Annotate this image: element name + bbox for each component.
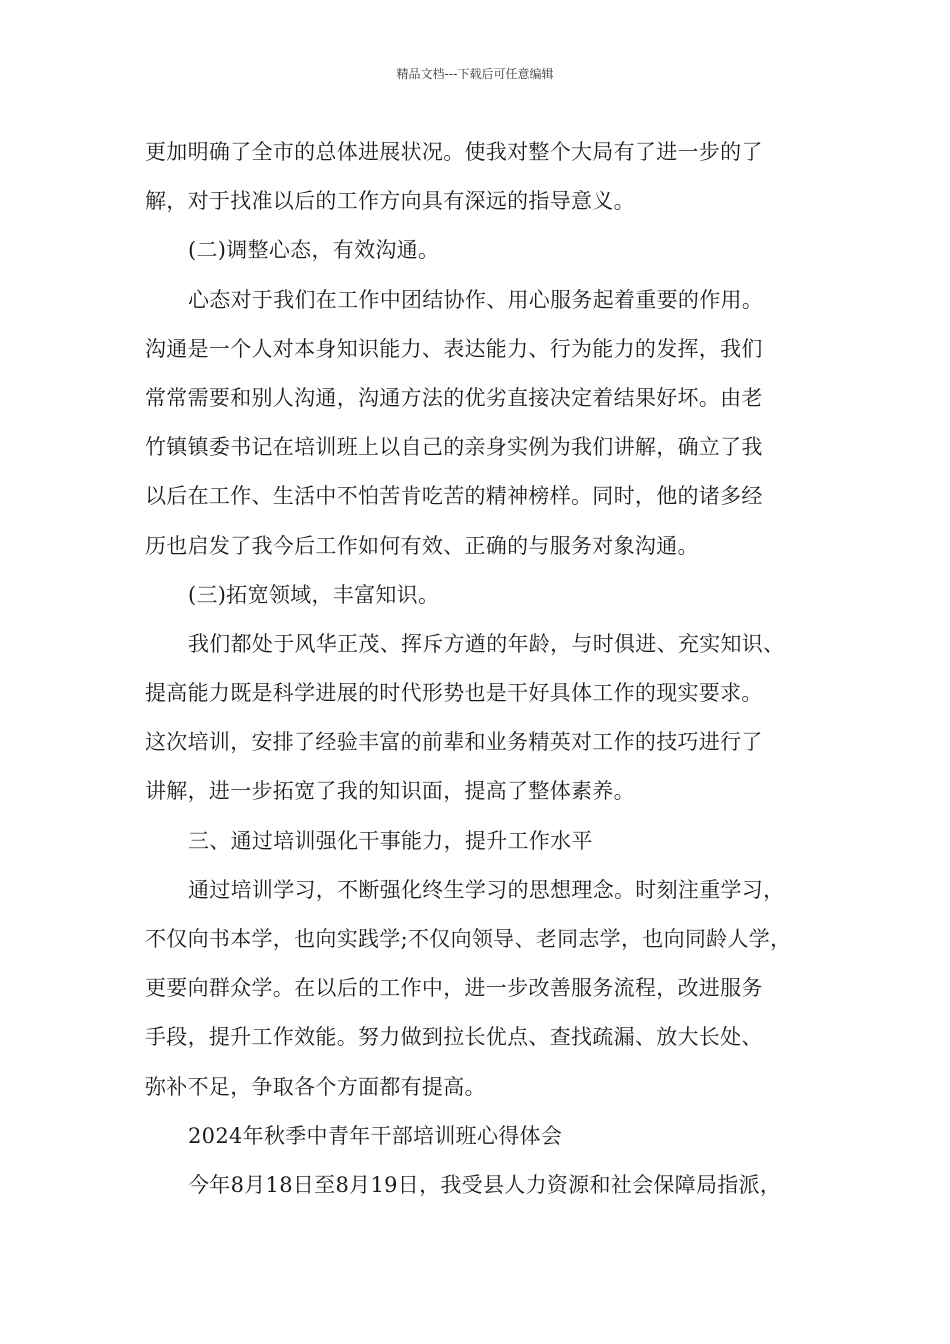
text-line: 2024年秋季中青年干部培训班心得体会	[188, 1123, 563, 1148]
text-line: 以后在工作、生活中不怕苦肯吃苦的精神榜样。同时，他的诸多经	[145, 484, 763, 509]
text-line: 我们都处于风华正茂、挥斥方遒的年龄，与时俱进、充实知识、	[188, 631, 785, 656]
text-line: 解，对于找准以后的工作方向具有深远的指导意义。	[145, 189, 635, 214]
text-line: 手段，提升工作效能。努力做到拉长优点、查找疏漏、放大长处、	[145, 1025, 763, 1050]
text-line: 弥补不足，争取各个方面都有提高。	[145, 1074, 486, 1099]
text-line: 常常需要和别人沟通，沟通方法的优劣直接决定着结果好坏。由老	[145, 385, 763, 410]
text-line: 通过培训学习，不断强化终生学习的思想理念。时刻注重学习，	[188, 877, 785, 902]
text-line: 这次培训，安排了经验丰富的前辈和业务精英对工作的技巧进行了	[145, 730, 763, 755]
text-line: 提高能力既是科学进展的时代形势也是干好具体工作的现实要求。	[145, 681, 763, 706]
text-line: 历也启发了我今后工作如何有效、正确的与服务对象沟通。	[145, 533, 699, 558]
text-line: (三)拓宽领域，丰富知识。	[188, 582, 440, 607]
text-line: 更要向群众学。在以后的工作中，进一步改善服务流程，改进服务	[145, 976, 763, 1001]
text-line: 竹镇镇委书记在培训班上以自己的亲身实例为我们讲解，确立了我	[145, 435, 763, 460]
text-line: 心态对于我们在工作中团结协作、用心服务起着重要的作用。	[188, 287, 764, 312]
text-line: 更加明确了全市的总体进展状况。使我对整个大局有了进一步的了	[145, 140, 763, 164]
document-body	[145, 128, 825, 1210]
text-line: 不仅向书本学，也向实践学;不仅向领导、老同志学，也向同龄人学，	[145, 927, 792, 951]
text-line: 三、通过培训强化干事能力，提升工作水平	[188, 828, 593, 853]
text-line: (二)调整心态，有效沟通。	[188, 238, 440, 263]
text-line: 今年8月18日至8月19日，我受县人力资源和社会保障局指派，	[188, 1172, 782, 1197]
text-line: 讲解，进一步拓宽了我的知识面，提高了整体素养。	[145, 779, 635, 804]
page-header: 精品文档---下载后可任意编辑	[396, 67, 554, 81]
text-line: 沟通是一个人对本身知识能力、表达能力、行为能力的发挥，我们	[145, 336, 763, 361]
